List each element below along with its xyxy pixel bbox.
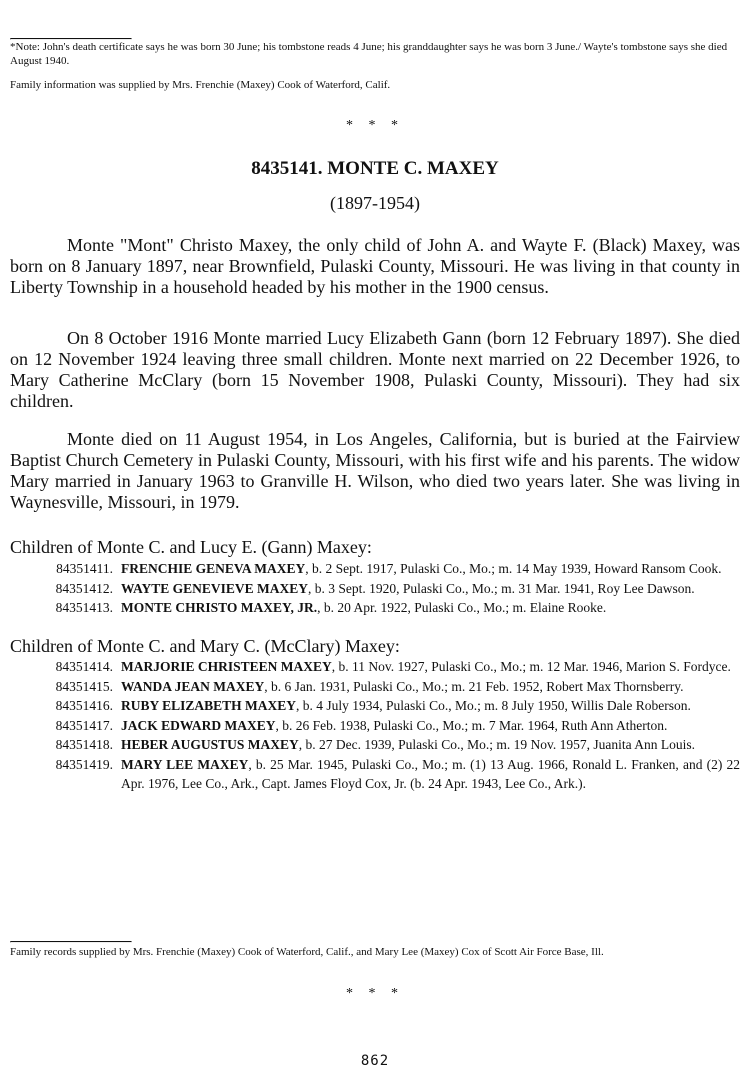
child-name: MONTE CHRISTO MAXEY, JR. <box>121 600 318 615</box>
child-entry <box>10 677 740 697</box>
child-name: WAYTE GENEVIEVE MAXEY <box>121 580 309 596</box>
child-entry <box>10 716 740 736</box>
child-details: , b. 20 Apr. 1922, Pulaski Co., Mo.; m. Elaine Rooke. <box>317 600 607 615</box>
biography-paragraph: On 8 October 1916 Monte married Lucy Elizabeth Gann (born 12 February 1897). She died on 12 November 1924 leaving three small children. Monte next married on 22 December 1926, to Mary Catherine McClary (born 15 November 1908, Pulaski County, Missouri). They had six children. <box>10 328 740 411</box>
biography-paragraph: Monte died on 11 August 1954, in Los Angeles, California, but is buried at the Fairview Baptist Church Cemetery in Pulaski County, Missouri, with his first wife and his parents. The widow Mary married in January 1963 to Granville H. Wilson, who died two years later. She was living in Waynesville, Missouri, in 1979. <box>10 429 740 512</box>
children-list <box>10 657 740 794</box>
child-details: , b. 26 Feb. 1938, Pulaski Co., Mo.; m. 7 Mar. 1964, Ruth Ann Atherton. <box>275 717 668 733</box>
child-number: 84351413. <box>55 600 113 615</box>
child-number: 84351418. <box>55 737 113 752</box>
lifespan-dates: (1897-1954) <box>330 193 420 213</box>
child-entry <box>10 755 740 794</box>
child-entry <box>10 559 740 579</box>
child-name: HEBER AUGUSTUS MAXEY <box>121 737 299 752</box>
children-group-heading: Children of Monte C. and Lucy E. (Gann) Maxey: <box>10 537 372 557</box>
child-entry <box>10 696 740 716</box>
child-number: 84351415. <box>55 678 113 694</box>
child-number: 84351412. <box>55 580 113 596</box>
child-entry <box>10 598 740 618</box>
child-details: , b. 11 Nov. 1927, Pulaski Co., Mo.; m. 12 Mar. 1946, Marion S. Fordyce. <box>331 659 731 674</box>
page-number: 862 <box>360 1053 390 1069</box>
child-details: , b. 3 Sept. 1920, Pulaski Co., Mo.; m. 31 Mar. 1941, Roy Lee Dawson. <box>308 580 695 596</box>
child-number: 84351419. <box>55 756 113 772</box>
child-entry <box>10 657 740 677</box>
section-separator: * * * <box>346 118 404 133</box>
section-separator: * * * <box>346 986 404 1001</box>
bottom-footnote: Family records supplied by Mrs. Frenchie (Maxey) Cook of Waterford, Calif., and Mary Lee (Maxey) Cox of Scott Air Force Base, Ill. <box>10 946 604 958</box>
children-list <box>10 559 740 618</box>
child-details: , b. 6 Jan. 1931, Pulaski Co., Mo.; m. 21 Feb. 1952, Robert Max Thornsberry. <box>264 678 684 694</box>
child-name: MARJORIE CHRISTEEN MAXEY <box>121 659 332 674</box>
child-details: , b. 2 Sept. 1917, Pulaski Co., Mo.; m. 14 May 1939, Howard Ransom Cook. <box>305 561 722 576</box>
child-number: 84351414. <box>55 659 113 674</box>
top-footnote: *Note: John's death certificate says he was born 30 June; his tombstone reads 4 June; his granddaughter says he was born 3 June./ Wayte's tombstone says she died August 1940. <box>10 41 728 67</box>
child-number: 84351416. <box>55 698 113 713</box>
children-group-heading: Children of Monte C. and Mary C. (McClary) Maxey: <box>10 636 400 656</box>
child-name: WANDA JEAN MAXEY <box>121 678 265 694</box>
footnote-rule <box>10 941 132 943</box>
child-details: , b. 25 Mar. 1945, Pulaski Co., Mo.; m. (1) 13 Aug. 1966, Ronald L. Franken, and (2) 22 Apr. 1976, Lee Co., Ark., Capt. James Floyd Cox, Jr. (b. 24 Apr. 1943, Lee Co., Ark.). <box>121 756 740 791</box>
biography-paragraph: Monte "Mont" Christo Maxey, the only child of John A. and Wayte F. (Black) Maxey, was born on 8 January 1897, near Brownfield, Pulaski County, Missouri. He was living in that county in Liberty Township in a household headed by his mother in the 1900 census. <box>10 235 740 297</box>
child-number: 84351417. <box>55 717 113 733</box>
child-name: MARY LEE MAXEY <box>121 756 249 772</box>
section-title: 8435141. MONTE C. MAXEY <box>251 158 499 179</box>
child-entry <box>10 735 740 755</box>
child-details: , b. 27 Dec. 1939, Pulaski Co., Mo.; m. 19 Nov. 1957, Juanita Ann Louis. <box>298 737 696 752</box>
child-number: 84351411. <box>56 561 113 576</box>
child-entry <box>10 579 740 599</box>
top-supply-note: Family information was supplied by Mrs. Frenchie (Maxey) Cook of Waterford, Calif. <box>10 79 391 91</box>
child-details: , b. 4 July 1934, Pulaski Co., Mo.; m. 8 July 1950, Willis Dale Roberson. <box>296 698 691 713</box>
child-name: RUBY ELIZABETH MAXEY <box>121 698 297 713</box>
child-name: JACK EDWARD MAXEY <box>121 717 276 733</box>
child-name: FRENCHIE GENEVA MAXEY <box>121 561 306 576</box>
